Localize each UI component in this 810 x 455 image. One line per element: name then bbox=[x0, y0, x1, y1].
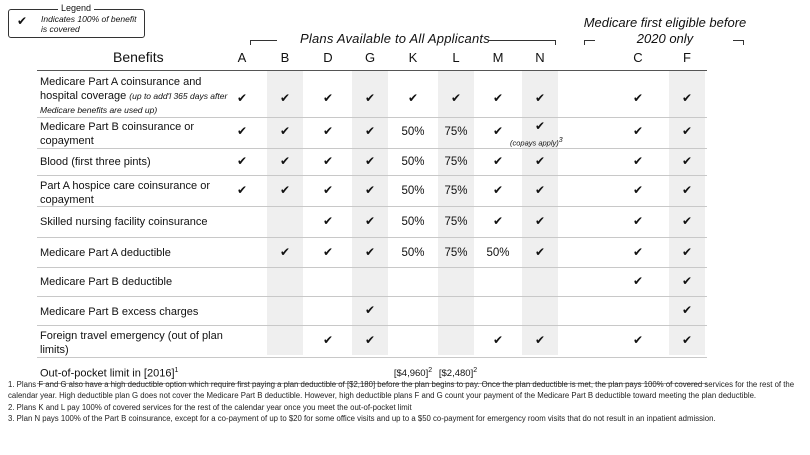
out-of-pocket-limit-l: [$2,480]$^2$ bbox=[438, 367, 478, 380]
plan-b-header: B bbox=[280, 50, 290, 65]
benefit-label: Out-of-pocket limit in $[2016]^1$ bbox=[40, 367, 179, 380]
coverage-cell: ✔ bbox=[681, 333, 693, 347]
coverage-cell: 50% bbox=[486, 247, 510, 259]
row-divider bbox=[37, 267, 707, 268]
plan-m-header: M bbox=[492, 50, 504, 65]
coverage-cell: 75% bbox=[444, 247, 468, 259]
coverage-cell: ✔ bbox=[632, 154, 644, 168]
coverage-cell: ✔ bbox=[279, 124, 291, 138]
coverage-cell: ✔ bbox=[450, 91, 462, 105]
plan-n-header: N bbox=[535, 50, 545, 65]
column-shade-n bbox=[522, 71, 558, 355]
coverage-cell: ✔ bbox=[681, 214, 693, 228]
coverage-cell: ✔ bbox=[681, 183, 693, 197]
coverage-cell: ✔ bbox=[632, 333, 644, 347]
coverage-cell: ✔ bbox=[322, 214, 334, 228]
coverage-cell: 50% bbox=[401, 216, 425, 228]
coverage-cell: ✔ bbox=[279, 245, 291, 259]
coverage-cell: ✔ bbox=[279, 154, 291, 168]
coverage-cell: ✔ bbox=[681, 303, 693, 317]
coverage-cell: ✔ bbox=[534, 214, 546, 228]
copays-apply-note: (copays apply)$^3$ bbox=[510, 137, 563, 148]
coverage-cell: ✔ bbox=[492, 183, 504, 197]
plan-g-header: G bbox=[364, 50, 376, 65]
coverage-cell: 75% bbox=[444, 156, 468, 168]
coverage-cell: ✔ bbox=[534, 91, 546, 105]
benefits-column-header: Benefits bbox=[113, 49, 164, 65]
coverage-cell: ✔ bbox=[534, 154, 546, 168]
coverage-cell: ✔ bbox=[279, 183, 291, 197]
coverage-cell: ✔ bbox=[534, 119, 546, 133]
plans-available-header: Plans Available to All Applicants bbox=[300, 31, 490, 46]
coverage-cell: ✔ bbox=[632, 245, 644, 259]
plan-a-header: A bbox=[237, 50, 247, 65]
benefit-label: Medicare Part A deductible bbox=[40, 247, 171, 259]
coverage-cell: ✔ bbox=[364, 214, 376, 228]
coverage-cell: ✔ bbox=[681, 154, 693, 168]
coverage-cell: ✔ bbox=[681, 274, 693, 288]
coverage-cell: 75% bbox=[444, 216, 468, 228]
medicare-bracket-right bbox=[733, 40, 744, 45]
coverage-cell: ✔ bbox=[322, 154, 334, 168]
plan-c-header: C bbox=[633, 50, 643, 65]
coverage-cell: 50% bbox=[401, 156, 425, 168]
row-divider bbox=[37, 117, 707, 118]
row-divider bbox=[37, 357, 707, 358]
row-divider bbox=[37, 175, 707, 176]
benefit-label: Skilled nursing facility coinsurance bbox=[40, 216, 208, 228]
plan-d-header: D bbox=[323, 50, 333, 65]
row-divider bbox=[37, 148, 707, 149]
coverage-cell: 50% bbox=[401, 185, 425, 197]
footnote-3: 3. Plan N pays 100% of the Part B coinsurance, except for a co-payment of up to $20 for some office visits and up to a $50 co-payment for emergency room visits that do not result in an inpatient admission. bbox=[8, 414, 716, 424]
coverage-cell: ✔ bbox=[364, 303, 376, 317]
coverage-cell: ✔ bbox=[681, 91, 693, 105]
out-of-pocket-limit-k: [$4,960]$^2$ bbox=[393, 367, 433, 380]
coverage-cell: ✔ bbox=[492, 154, 504, 168]
benefit-label: Part A hospice care coinsurance or copayment bbox=[40, 180, 210, 206]
coverage-cell: ✔ bbox=[279, 91, 291, 105]
coverage-cell: ✔ bbox=[322, 124, 334, 138]
coverage-cell: 75% bbox=[444, 126, 468, 138]
coverage-cell: 75% bbox=[444, 185, 468, 197]
medicare-first-eligible-header: Medicare first eligible before 2020 only bbox=[583, 15, 747, 46]
coverage-cell: 50% bbox=[401, 126, 425, 138]
coverage-cell: ✔ bbox=[236, 124, 248, 138]
row-divider bbox=[37, 237, 707, 238]
coverage-cell: ✔ bbox=[632, 183, 644, 197]
plan-l-header: L bbox=[452, 50, 460, 65]
benefit-note: (up to add'l 365 days after Medicare benefits are used up) bbox=[40, 91, 228, 115]
benefit-label: Medicare Part A coinsurance and hospital coverage (up to add'l 365 days after Medicare benefits are used up) bbox=[40, 76, 228, 115]
medicare-bracket-left bbox=[584, 40, 595, 45]
coverage-cell: ✔ bbox=[236, 154, 248, 168]
coverage-cell: ✔ bbox=[534, 333, 546, 347]
coverage-cell: ✔ bbox=[681, 124, 693, 138]
coverage-cell: ✔ bbox=[632, 91, 644, 105]
footnote-1: 1. Plans F and G also have a high deductible option which require first paying a plan deductible of [$2,180] before the plan begins to pay. Once the plan deductible is met, the plan pays 100% of covered services for the rest of the calendar year. High deductible plan G does not cover the Medicare Part B deductible. However, high deductible plans F and G count your payment of the Medicare Part B deductible toward meeting the plan deductible. bbox=[8, 380, 795, 400]
benefit-label: Medicare Part B coinsurance or copayment bbox=[40, 121, 195, 147]
coverage-cell: ✔ bbox=[322, 333, 334, 347]
legend-description: Indicates 100% of benefit is covered bbox=[41, 14, 137, 34]
plans-bracket-left bbox=[250, 40, 277, 45]
row-divider bbox=[37, 296, 707, 297]
coverage-cell: ✔ bbox=[364, 333, 376, 347]
coverage-cell: ✔ bbox=[632, 274, 644, 288]
column-shade-l bbox=[438, 71, 474, 355]
benefit-label: Blood (first three pints) bbox=[40, 156, 151, 168]
coverage-cell: ✔ bbox=[236, 91, 248, 105]
coverage-cell: ✔ bbox=[492, 91, 504, 105]
coverage-cell: ✔ bbox=[492, 333, 504, 347]
coverage-cell: ✔ bbox=[364, 91, 376, 105]
coverage-cell: ✔ bbox=[632, 124, 644, 138]
coverage-cell: ✔ bbox=[364, 124, 376, 138]
check-icon: ✔ bbox=[17, 14, 28, 28]
row-divider bbox=[37, 325, 707, 326]
plan-k-header: K bbox=[408, 50, 418, 65]
benefit-label: Medicare Part B excess charges bbox=[40, 306, 199, 318]
coverage-cell: ✔ bbox=[407, 91, 419, 105]
coverage-cell: ✔ bbox=[322, 245, 334, 259]
coverage-cell: ✔ bbox=[364, 245, 376, 259]
plan-f-header: F bbox=[683, 50, 691, 65]
coverage-cell: ✔ bbox=[236, 183, 248, 197]
coverage-cell: ✔ bbox=[534, 245, 546, 259]
coverage-cell: ✔ bbox=[364, 183, 376, 197]
coverage-cell: ✔ bbox=[534, 183, 546, 197]
header-divider bbox=[37, 70, 707, 71]
coverage-cell: 50% bbox=[401, 247, 425, 259]
footnotes bbox=[8, 380, 806, 426]
coverage-cell: ✔ bbox=[632, 214, 644, 228]
coverage-cell: ✔ bbox=[492, 124, 504, 138]
plans-bracket-right bbox=[489, 40, 556, 45]
coverage-cell: ✔ bbox=[364, 154, 376, 168]
column-shade-b bbox=[267, 71, 303, 355]
legend-title: Legend bbox=[58, 4, 94, 13]
benefit-label: Foreign travel emergency (out of plan limits) bbox=[40, 330, 223, 356]
benefit-label: Medicare Part B deductible bbox=[40, 276, 173, 288]
coverage-cell: ✔ bbox=[322, 91, 334, 105]
coverage-cell: ✔ bbox=[322, 183, 334, 197]
coverage-cell: ✔ bbox=[492, 214, 504, 228]
coverage-cell: ✔ bbox=[681, 245, 693, 259]
footnote-2: 2. Plans K and L pay 100% of covered services for the rest of the calendar year once you meet the out-of-pocket limit bbox=[8, 402, 412, 412]
